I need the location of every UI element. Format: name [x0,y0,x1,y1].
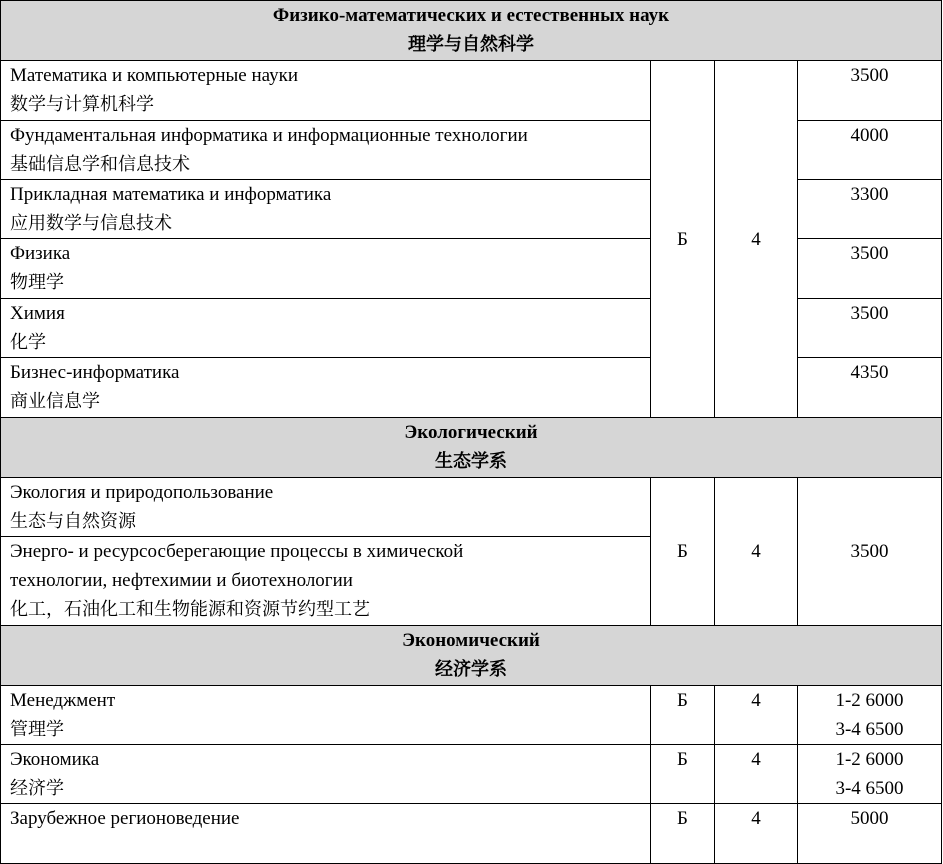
program-name-cn: 管理学 [10,719,64,740]
program-name [1,180,651,239]
table-row [1,121,942,180]
section-title-cn: 理学与自然科学 [408,34,534,55]
tuition-price [798,745,942,804]
table-row [1,239,942,299]
degree-level: Б [651,478,715,626]
table-row [1,804,942,864]
program-name [1,804,651,864]
program-name-ru: Экономика [10,749,100,770]
duration-years: 4 [715,478,798,626]
table-row [1,61,942,121]
tuition-price: 3300 [798,180,942,239]
program-name-ru: Бизнес-информатика [10,362,180,383]
degree-level: Б [651,686,715,745]
tuition-price-years-1-2: 1-2 6000 [835,749,904,770]
section-header-ecology [1,418,942,478]
program-name-ru: Экология и природопользование [10,482,274,503]
program-name-ru: Математика и компьютерные науки [10,65,299,86]
table-row [1,686,942,745]
program-name [1,745,651,804]
degree-level: Б [651,804,715,864]
tuition-price: 4000 [798,121,942,180]
tuition-price [798,686,942,745]
program-name-cn: 物理学 [10,272,64,293]
section-title [1,626,942,686]
program-name-ru: Прикладная математика и информатика [10,184,332,205]
section-header-physmath [1,1,942,61]
table-row [1,180,942,239]
program-name-cn: 数学与计算机科学 [10,94,154,115]
program-name-cn: 化工，石油化工和生物能源和资源节约型工艺 [10,599,370,620]
section-title-cn: 经济学系 [435,659,507,680]
degree-level: Б [651,745,715,804]
table-row [1,745,942,804]
program-name-ru: Физика [10,243,71,264]
program-name-ru: Зарубежное регионоведение [10,808,240,829]
tuition-price-years-1-2: 1-2 6000 [835,690,904,711]
program-name-cn: 化学 [10,332,46,353]
tuition-price-years-3-4: 3-4 6500 [835,719,904,740]
program-name [1,478,651,537]
table-row [1,358,942,418]
program-name-cn: 基础信息学和信息技术 [10,154,190,175]
tuition-price: 4350 [798,358,942,418]
section-title-ru: Экологический [404,422,538,443]
program-name-cn: 商业信息学 [10,391,100,412]
program-name-cn: 应用数学与信息技术 [10,213,172,234]
program-name-ru: Фундаментальная информатика и информационные технологии [10,125,528,146]
tuition-price: 3500 [798,478,942,626]
table-row [1,478,942,537]
program-name [1,121,651,180]
section-title-ru: Экономический [402,630,540,651]
program-name-cn: 生态与自然资源 [10,511,136,532]
program-name [1,299,651,358]
program-name [1,537,651,626]
tuition-price-years-3-4: 3-4 6500 [835,778,904,799]
section-title [1,418,942,478]
section-header-economics [1,626,942,686]
program-name-ru: Менеджмент [10,690,116,711]
tuition-price: 3500 [798,239,942,299]
tuition-price: 3500 [798,61,942,121]
program-name-ru-cont: технологии, нефтехимии и биотехнологии [10,570,353,591]
duration-years: 4 [715,804,798,864]
program-name [1,239,651,299]
tuition-price: 5000 [798,804,942,864]
program-name-ru: Химия [10,303,65,324]
duration-years: 4 [715,61,798,418]
section-title-cn: 生态学系 [435,451,507,472]
duration-years: 4 [715,686,798,745]
section-title-ru: Физико-математических и естественных наук [272,5,670,26]
program-name [1,61,651,121]
program-name [1,358,651,418]
program-name-cn: 经济学 [10,778,64,799]
table-row [1,299,942,358]
duration-years: 4 [715,745,798,804]
program-name [1,686,651,745]
program-name-ru: Энерго- и ресурсосберегающие процессы в химической [10,541,464,562]
tuition-price: 3500 [798,299,942,358]
degree-level: Б [651,61,715,418]
section-title [1,1,942,61]
